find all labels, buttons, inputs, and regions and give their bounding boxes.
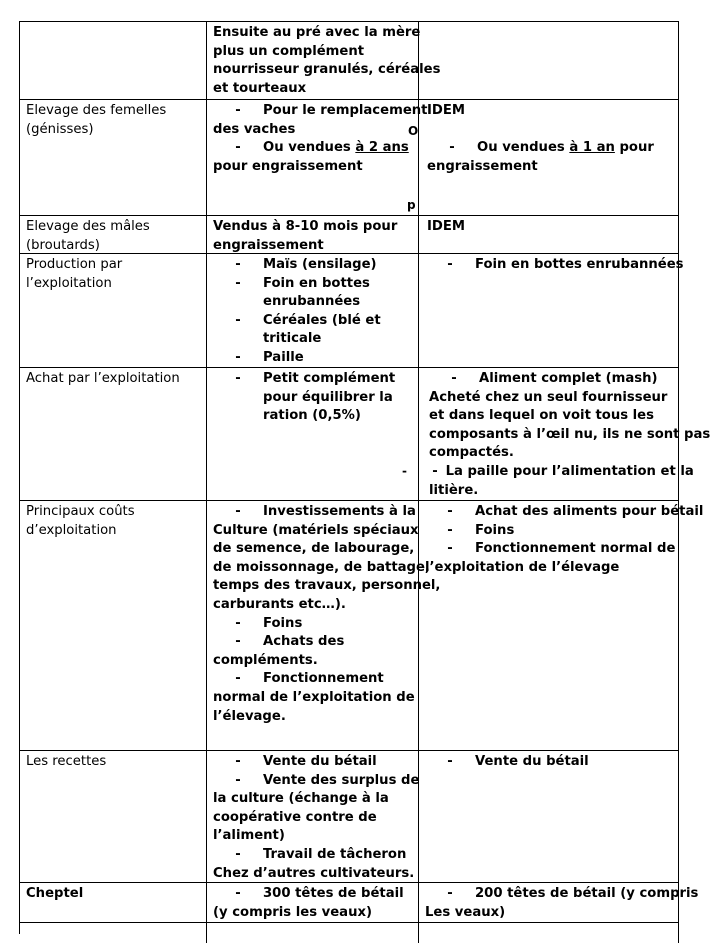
text-line: Les veaux) — [425, 904, 506, 920]
label-line: l’exploitation — [26, 275, 112, 291]
row-label — [20, 216, 207, 253]
text-line: Céréales (blé et — [263, 312, 381, 328]
row-label — [20, 368, 207, 500]
text-line: Vente du bétail — [263, 754, 377, 769]
text-line: pour — [614, 140, 654, 156]
bullet-dash: - — [235, 846, 241, 862]
bullet-dash: - — [235, 504, 241, 519]
row-col2 — [207, 216, 419, 253]
table-row — [20, 254, 684, 368]
text-line: engraissement — [213, 237, 324, 253]
row-label — [20, 501, 207, 750]
text-line: normal de l’exploitation de — [213, 689, 415, 705]
text-line: 200 têtes de bétail (y compris — [475, 886, 699, 901]
bullet-dash: - — [235, 312, 241, 328]
label-line: Production par — [26, 257, 123, 272]
bullet-dash: - — [235, 371, 241, 386]
label-line: (génisses) — [26, 121, 94, 137]
table-row — [20, 751, 679, 883]
row-col2 — [207, 100, 428, 215]
text-line: Vente du bétail — [475, 754, 589, 769]
bullet-dash: - — [235, 671, 241, 687]
text-line: Achat des aliments pour bétail — [475, 504, 704, 519]
text-line: compléments. — [213, 652, 318, 668]
row-col2 — [207, 501, 441, 750]
text-line: Petit complément — [263, 371, 396, 386]
text-line: Chez d’autres cultivateurs. — [213, 865, 415, 881]
bullet-dash: - — [447, 504, 453, 519]
bullet-dash: - — [432, 463, 438, 479]
text-line: de semence, de labourage, — [213, 541, 415, 557]
text-line: Ou vendues — [263, 140, 356, 156]
row-col3 — [419, 923, 679, 943]
stray-char: - — [402, 464, 407, 478]
underlined-text: à 1 an — [569, 140, 615, 156]
table-row — [20, 501, 704, 751]
table-row — [20, 923, 679, 943]
row-col2 — [207, 254, 419, 367]
text-line: Vendus à 8-10 mois pour — [213, 219, 398, 234]
text-line: Foin en bottes enrubannées — [475, 257, 684, 272]
bullet-dash: - — [235, 634, 241, 650]
row-col2 — [207, 923, 419, 943]
row-col3 — [419, 751, 679, 882]
bullet-dash: - — [235, 772, 241, 788]
text-line: Achats des — [263, 634, 345, 650]
label-line: Les recettes — [26, 754, 107, 769]
text-line: Foin en bottes — [263, 275, 370, 291]
text-line: de moissonnage, de battage, — [213, 559, 430, 575]
text-line: Vente des surplus de — [263, 772, 420, 788]
text-line: triticale — [263, 331, 322, 347]
bullet-dash: - — [447, 754, 453, 769]
label-line: Elevage des mâles — [26, 219, 150, 234]
stray-char: p — [407, 198, 416, 212]
text-line: Acheté chez un seul fournisseur — [429, 389, 668, 405]
text-line: Paille — [263, 349, 304, 365]
text-line: Foins — [475, 522, 515, 538]
text-line: Culture (matériels spéciaux — [213, 522, 419, 538]
label-line: (broutards) — [26, 237, 100, 253]
row-col2 — [207, 368, 419, 500]
bullet-dash: - — [447, 522, 453, 538]
bullet-dash: - — [235, 349, 241, 365]
bullet-dash: - — [449, 140, 455, 156]
text-line: carburants etc…). — [213, 596, 346, 612]
bullet-dash: - — [235, 615, 241, 631]
text-line: et dans lequel on voit tous les — [429, 408, 654, 424]
text-line: temps des travaux, personnel, — [213, 578, 441, 594]
label-line: Achat par l’exploitation — [26, 371, 180, 386]
text-line: engraissement — [427, 158, 538, 174]
row-col3 — [419, 501, 704, 750]
comparison-table — [19, 21, 710, 934]
text-line: Ensuite au pré avec la mère — [213, 25, 421, 40]
bullet-dash: - — [447, 541, 453, 557]
text-line: Fonctionnement — [263, 671, 384, 687]
text-line: Fonctionnement normal de — [475, 541, 676, 557]
text-line: litière. — [429, 482, 479, 498]
idem-text: IDEM — [427, 219, 465, 234]
bullet-dash: - — [235, 140, 241, 156]
text-line: coopérative contre de — [213, 809, 377, 825]
label-line: Elevage des femelles — [26, 103, 167, 118]
label-line: d’exploitation — [26, 522, 117, 538]
row-col2 — [207, 883, 419, 922]
bullet-dash: - — [447, 886, 453, 901]
row-label — [20, 923, 207, 943]
row-label — [20, 254, 207, 367]
row-col3 — [419, 100, 679, 215]
bullet-dash: - — [235, 886, 241, 901]
row-col3 — [419, 254, 684, 367]
text-line: des vaches — [213, 121, 296, 137]
table-row — [20, 883, 699, 923]
text-line: ration (0,5%) — [263, 408, 361, 424]
row-col2 — [207, 22, 441, 99]
row-label — [20, 100, 207, 215]
text-line: la culture (échange à la — [213, 791, 389, 807]
label-line: Cheptel — [26, 886, 84, 901]
table-row — [20, 100, 679, 216]
row-label — [20, 883, 207, 922]
text-line: composants à l’œil nu, ils ne sont pas — [429, 426, 710, 442]
bullet-dash: - — [451, 371, 457, 386]
bullet-dash: - — [447, 257, 453, 272]
text-line: enrubannées — [263, 294, 361, 310]
text-line: (y compris les veaux) — [213, 904, 373, 920]
idem-text: IDEM — [427, 103, 465, 118]
table-row — [20, 368, 710, 501]
row-col3 — [419, 368, 710, 500]
row-label — [20, 751, 207, 882]
text-line: plus un complément — [213, 43, 365, 59]
text-line: nourrisseur granulés, céréales — [213, 62, 441, 78]
label-line: Principaux coûts — [26, 504, 135, 519]
text-line: 300 têtes de bétail — [263, 886, 404, 901]
row-col3 — [419, 22, 679, 99]
text-line: Ou vendues — [477, 140, 570, 156]
text-line: La paille pour l’alimentation et la — [445, 463, 694, 479]
text-line: Investissements à la — [263, 504, 416, 519]
text-line: Aliment complet (mash) — [479, 371, 658, 386]
bullet-dash: - — [235, 275, 241, 291]
bullet-dash: - — [235, 103, 241, 118]
row-col2 — [207, 751, 419, 882]
table-row — [20, 22, 679, 100]
stray-char: O — [408, 124, 419, 138]
text-line: et tourteaux — [213, 80, 307, 96]
text-line: pour engraissement — [213, 158, 363, 174]
text-line: Foins — [263, 615, 303, 631]
row-col3 — [419, 216, 679, 253]
bullet-dash: - — [235, 257, 241, 272]
text-line: l’aliment) — [213, 828, 285, 844]
text-line: l’élevage. — [213, 708, 286, 724]
text-line: pour équilibrer la — [263, 389, 393, 405]
table-row — [20, 216, 679, 254]
text-line: Pour le remplacement — [263, 103, 428, 118]
text-line: compactés. — [429, 445, 514, 461]
underlined-text: à 2 ans — [355, 140, 409, 156]
bullet-dash: - — [235, 754, 241, 769]
text-line: Travail de tâcheron — [263, 846, 407, 862]
text-line: Maïs (ensilage) — [263, 257, 377, 272]
row-col3 — [419, 883, 699, 922]
text-line: l’exploitation de l’élevage — [425, 559, 620, 575]
row-label — [20, 22, 207, 99]
